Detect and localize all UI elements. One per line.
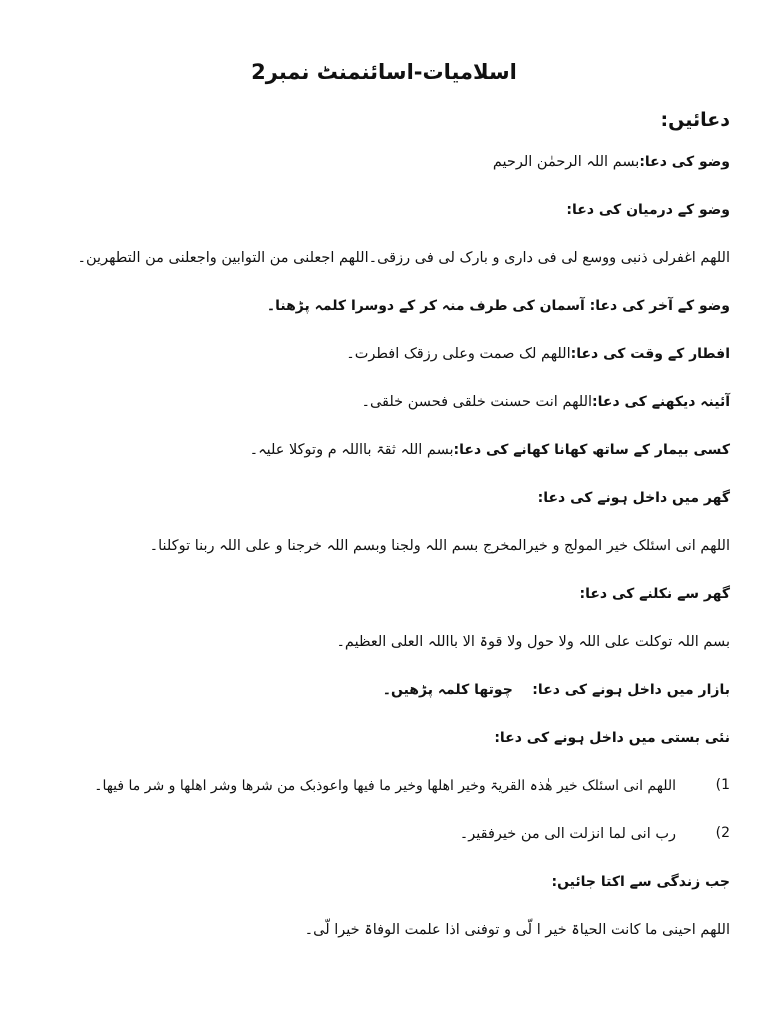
- dua-text: رب انی لما انزلت الی من خیرفقیر۔: [459, 826, 676, 842]
- dua-label: نئی بستی میں داخل ہونے کی دعا:: [494, 730, 730, 746]
- section-heading: دعائیں:: [660, 109, 730, 131]
- dua-line: [38, 678, 730, 700]
- dua-label: وضو کے درمیان کی دعا:: [566, 202, 730, 218]
- dua-text: اللھم انت حسنت خلقی فحسن خلقی۔: [361, 394, 593, 410]
- dua-line: [38, 630, 730, 652]
- dua-label: بازار میں داخل ہونے کی دعا: چوتھا کلمہ پڑھیں۔: [382, 682, 730, 698]
- dua-label: وضو کے آخر کی دعا: آسمان کی طرف منہ کر کے دوسرا کلمہ پڑھنا۔: [266, 298, 730, 314]
- dua-line: [38, 246, 730, 268]
- dua-text: اللھم انی اسئلک خیر ھٰذہ القریۃ وخیر اھلھا وخیر ما فیھا واعوذبک من شرھا وشر اھلھا و شر ما فیھا۔: [94, 778, 676, 794]
- dua-line: [38, 438, 730, 460]
- page-title: اسلامیات-اسائنمنٹ نمبر2: [251, 60, 517, 84]
- list-number: (1: [715, 777, 730, 793]
- dua-text: اللھم احینی ما کانت الحیاۃ خیر ا لّی و توفنی اذا علمت الوفاۃ خیرا لّی۔: [304, 922, 730, 938]
- dua-text: بسم اللہ ثقۃ بااللہ م وتوکلا علیہ۔: [249, 442, 454, 458]
- dua-label: جب زندگی سے اکتا جائیں:: [551, 874, 730, 890]
- dua-label: کسی بیمار کے ساتھ کھانا کھانے کی دعا:: [453, 442, 730, 458]
- dua-text: اللھم اغفرلی ذنبی ووسع لی فی داری و بارک لی فی رزقی۔اللھم اجعلنی من التوابین واجعلنی من التطھرین۔: [77, 250, 730, 266]
- dua-line: [38, 342, 730, 364]
- dua-text: بسم اللہ توکلت علی اللہ ولا حول ولا قوۃ الا بااللہ العلی العظیم۔: [336, 634, 730, 650]
- list-number: (2: [715, 825, 730, 841]
- dua-line: [38, 294, 730, 316]
- dua-label: افطار کے وقت کی دعا:: [570, 346, 730, 362]
- dua-line: [38, 726, 730, 748]
- dua-line: [38, 198, 730, 220]
- dua-line: [38, 582, 730, 604]
- dua-label: وضو کی دعا:: [639, 154, 730, 170]
- dua-line: [38, 534, 730, 556]
- dua-text: اللھم انی اسئلک خیر المولج و خیرالمخرج بسم اللہ ولجنا وبسم اللہ خرجنا و علی اللہ ربنا توکلنا۔: [149, 538, 730, 554]
- numbered-dua: [38, 774, 730, 796]
- dua-line: [38, 390, 730, 412]
- dua-label: آئینہ دیکھنے کی دعا:: [592, 394, 730, 410]
- dua-text: اللھم لک صمت وعلی رزقک افطرت۔: [346, 346, 571, 362]
- dua-line: [38, 150, 730, 172]
- dua-line: [38, 918, 730, 940]
- numbered-dua: [38, 822, 730, 844]
- dua-line: [38, 486, 730, 508]
- dua-label: گھر سے نکلنے کی دعا:: [579, 586, 730, 602]
- dua-label: گھر میں داخل ہونے کی دعا:: [537, 490, 730, 506]
- dua-text: بسم اللہ الرحمٰن الرحیم: [492, 154, 640, 170]
- dua-line: [38, 870, 730, 892]
